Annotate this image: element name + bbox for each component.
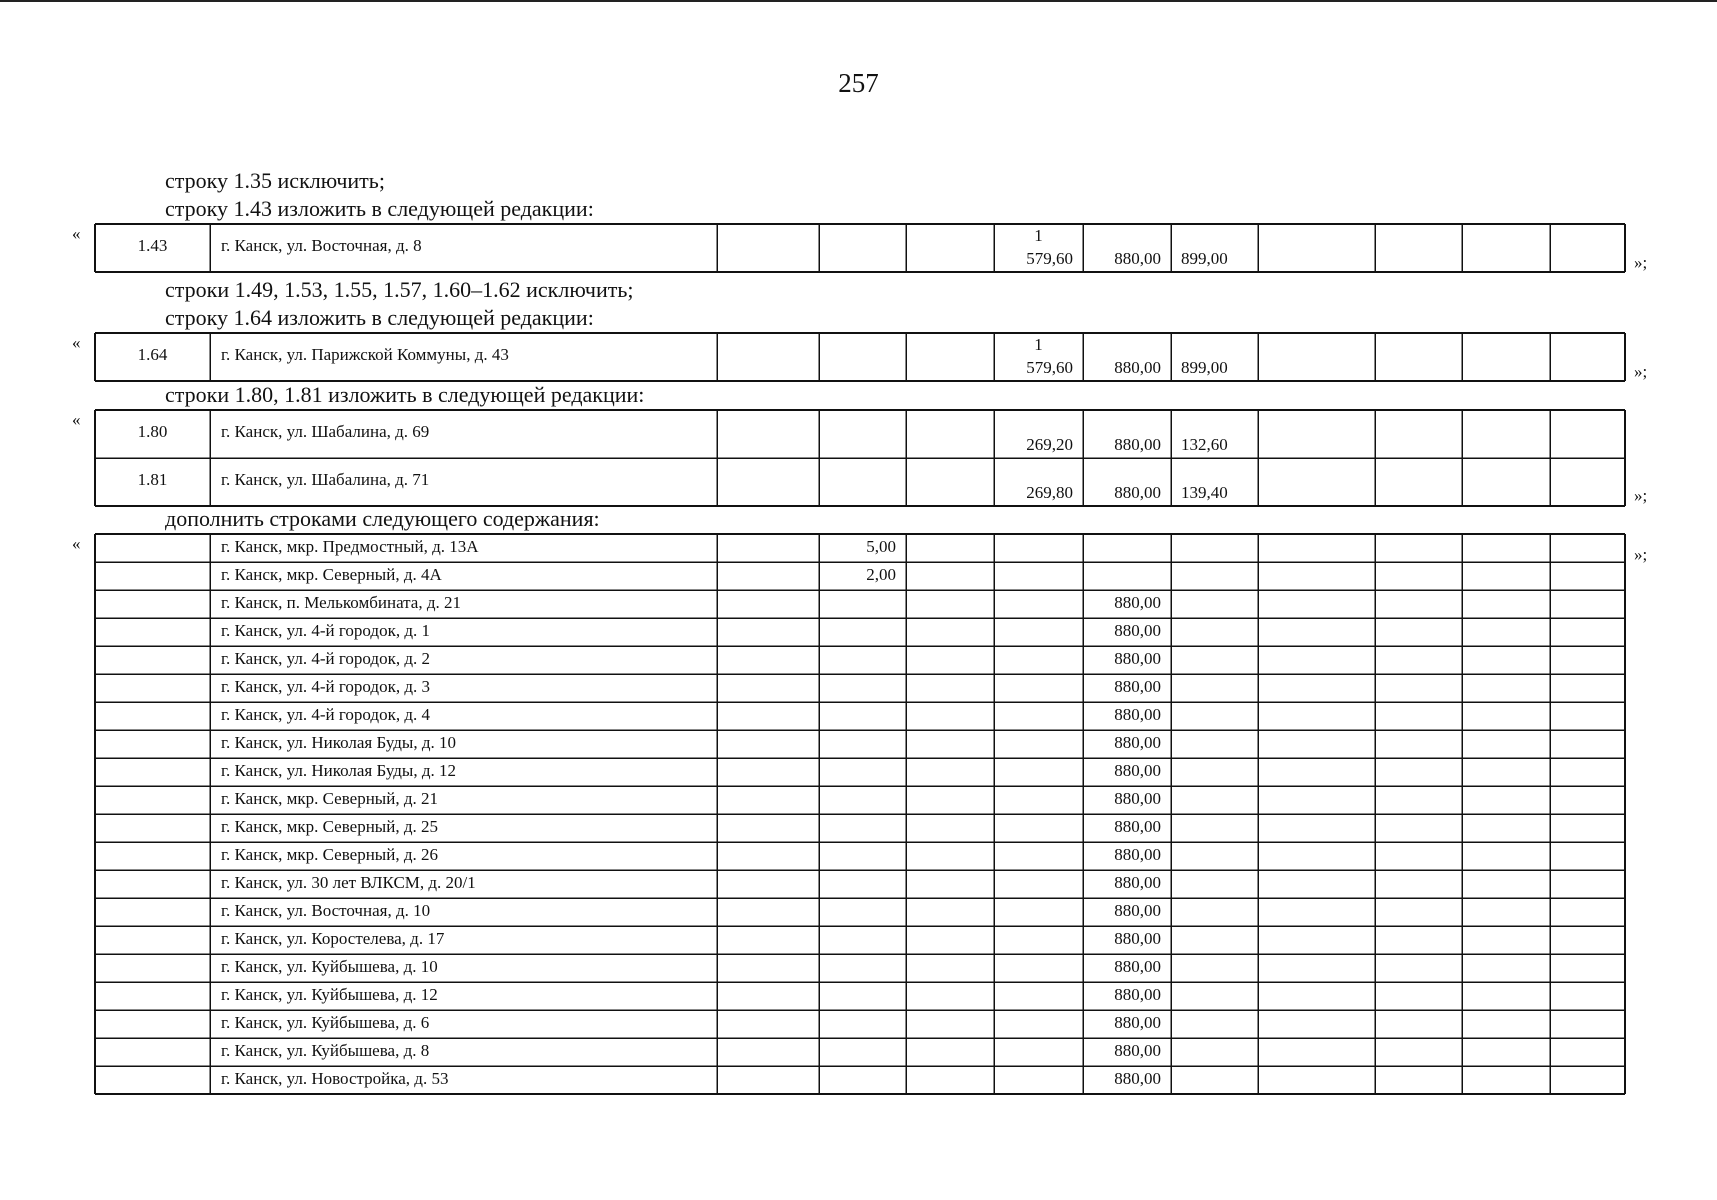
close-mark-table-2: »;	[1634, 362, 1648, 381]
row-value-c6: 880,00	[1114, 1041, 1161, 1060]
row-address: г. Канск, ул. 4-й городок, д. 2	[221, 649, 430, 668]
row-value-c5-line2: 579,60	[1026, 358, 1073, 377]
row-value-c7: 899,00	[1181, 249, 1228, 268]
row-value-c6: 880,00	[1114, 705, 1161, 724]
row-value-c6: 880,00	[1114, 873, 1161, 892]
row-value-c6: 880,00	[1114, 901, 1161, 920]
row-value-c6: 880,00	[1114, 649, 1161, 668]
row-address: г. Канск, ул. 4-й городок, д. 1	[221, 621, 430, 640]
row-value-c6: 880,00	[1114, 733, 1161, 752]
row-address: г. Канск, ул. Шабалина, д. 69	[221, 422, 430, 441]
row-number: 1.43	[137, 236, 168, 255]
open-quote-table-2: «	[72, 333, 81, 352]
row-value-c6: 880,00	[1114, 677, 1161, 696]
row-value-c5: 269,80	[1026, 483, 1073, 502]
row-value-c4: 5,00	[866, 537, 896, 556]
row-value-c5-line2: 579,60	[1026, 249, 1073, 268]
row-value-c7: 899,00	[1181, 358, 1228, 377]
row-value-c6: 880,00	[1114, 358, 1161, 377]
row-value-c6: 880,00	[1114, 845, 1161, 864]
row-address: г. Канск, ул. Николая Буды, д. 10	[221, 733, 456, 752]
instruction-edit-1-64: строку 1.64 изложить в следующей редакции:	[165, 305, 594, 330]
row-address: г. Канск, ул. Куйбышева, д. 6	[221, 1013, 430, 1032]
row-address: г. Канск, мкр. Северный, д. 4А	[221, 565, 442, 584]
open-quote-table-1: «	[72, 224, 81, 243]
open-quote-table-4: «	[72, 534, 81, 553]
instruction-exclude-rows: строки 1.49, 1.53, 1.55, 1.57, 1.60–1.62 исключить;	[165, 277, 634, 302]
row-value-c7: 132,60	[1181, 435, 1228, 454]
row-address: г. Канск, п. Мелькомбината, д. 21	[221, 593, 462, 612]
row-value-c4: 2,00	[866, 565, 896, 584]
row-address: г. Канск, ул. Куйбышева, д. 12	[221, 985, 438, 1004]
row-value-c6: 880,00	[1114, 957, 1161, 976]
row-value-c6: 880,00	[1114, 593, 1161, 612]
page-number: 257	[838, 68, 879, 98]
row-value-c7: 139,40	[1181, 483, 1228, 502]
row-value-c6: 880,00	[1114, 249, 1161, 268]
row-address: г. Канск, мкр. Северный, д. 26	[221, 845, 438, 864]
row-number: 1.64	[137, 345, 168, 364]
row-value-c6: 880,00	[1114, 1069, 1161, 1088]
row-address: г. Канск, ул. Куйбышева, д. 10	[221, 957, 438, 976]
row-address: г. Канск, ул. Парижской Коммуны, д. 43	[221, 345, 509, 364]
row-value-c6: 880,00	[1114, 789, 1161, 808]
row-value-c6: 880,00	[1114, 435, 1161, 454]
instruction-edit-1-43: строку 1.43 изложить в следующей редакции:	[165, 196, 594, 221]
row-address: г. Канск, ул. Новостройка, д. 53	[221, 1069, 449, 1088]
row-value-c6: 880,00	[1114, 1013, 1161, 1032]
row-address: г. Канск, мкр. Северный, д. 21	[221, 789, 438, 808]
row-value-c6: 880,00	[1114, 621, 1161, 640]
row-value-c5: 269,20	[1026, 435, 1073, 454]
instruction-add-rows: дополнить строками следующего содержания:	[165, 506, 600, 531]
open-quote-table-3: «	[72, 410, 81, 429]
row-number: 1.81	[137, 470, 168, 489]
row-address: г. Канск, мкр. Предмостный, д. 13А	[221, 537, 479, 556]
row-value-c6: 880,00	[1114, 817, 1161, 836]
instruction-exclude-1-35: строку 1.35 исключить;	[165, 168, 385, 193]
close-mark-table-3: »;	[1634, 486, 1648, 505]
row-address: г. Канск, ул. Коростелева, д. 17	[221, 929, 445, 948]
row-value-c6: 880,00	[1114, 929, 1161, 948]
row-address: г. Канск, ул. Николая Буды, д. 12	[221, 761, 456, 780]
row-address: г. Канск, ул. Шабалина, д. 71	[221, 470, 430, 489]
row-value-c5-line1: 1	[1034, 335, 1043, 354]
row-address: г. Канск, ул. 30 лет ВЛКСМ, д. 20/1	[221, 873, 476, 892]
close-mark-table-1: »;	[1634, 253, 1648, 272]
row-value-c6: 880,00	[1114, 483, 1161, 502]
row-number: 1.80	[137, 422, 168, 441]
row-address: г. Канск, мкр. Северный, д. 25	[221, 817, 438, 836]
row-value-c5-line1: 1	[1034, 226, 1043, 245]
row-value-c6: 880,00	[1114, 985, 1161, 1004]
instruction-edit-1-80-1-81: строки 1.80, 1.81 изложить в следующей редакции:	[165, 382, 645, 407]
row-address: г. Канск, ул. Восточная, д. 10	[221, 901, 431, 920]
row-address: г. Канск, ул. 4-й городок, д. 3	[221, 677, 430, 696]
row-address: г. Канск, ул. Восточная, д. 8	[221, 236, 422, 255]
row-address: г. Канск, ул. 4-й городок, д. 4	[221, 705, 430, 724]
close-mark-table-4: »;	[1634, 545, 1648, 564]
row-address: г. Канск, ул. Куйбышева, д. 8	[221, 1041, 430, 1060]
row-value-c6: 880,00	[1114, 761, 1161, 780]
